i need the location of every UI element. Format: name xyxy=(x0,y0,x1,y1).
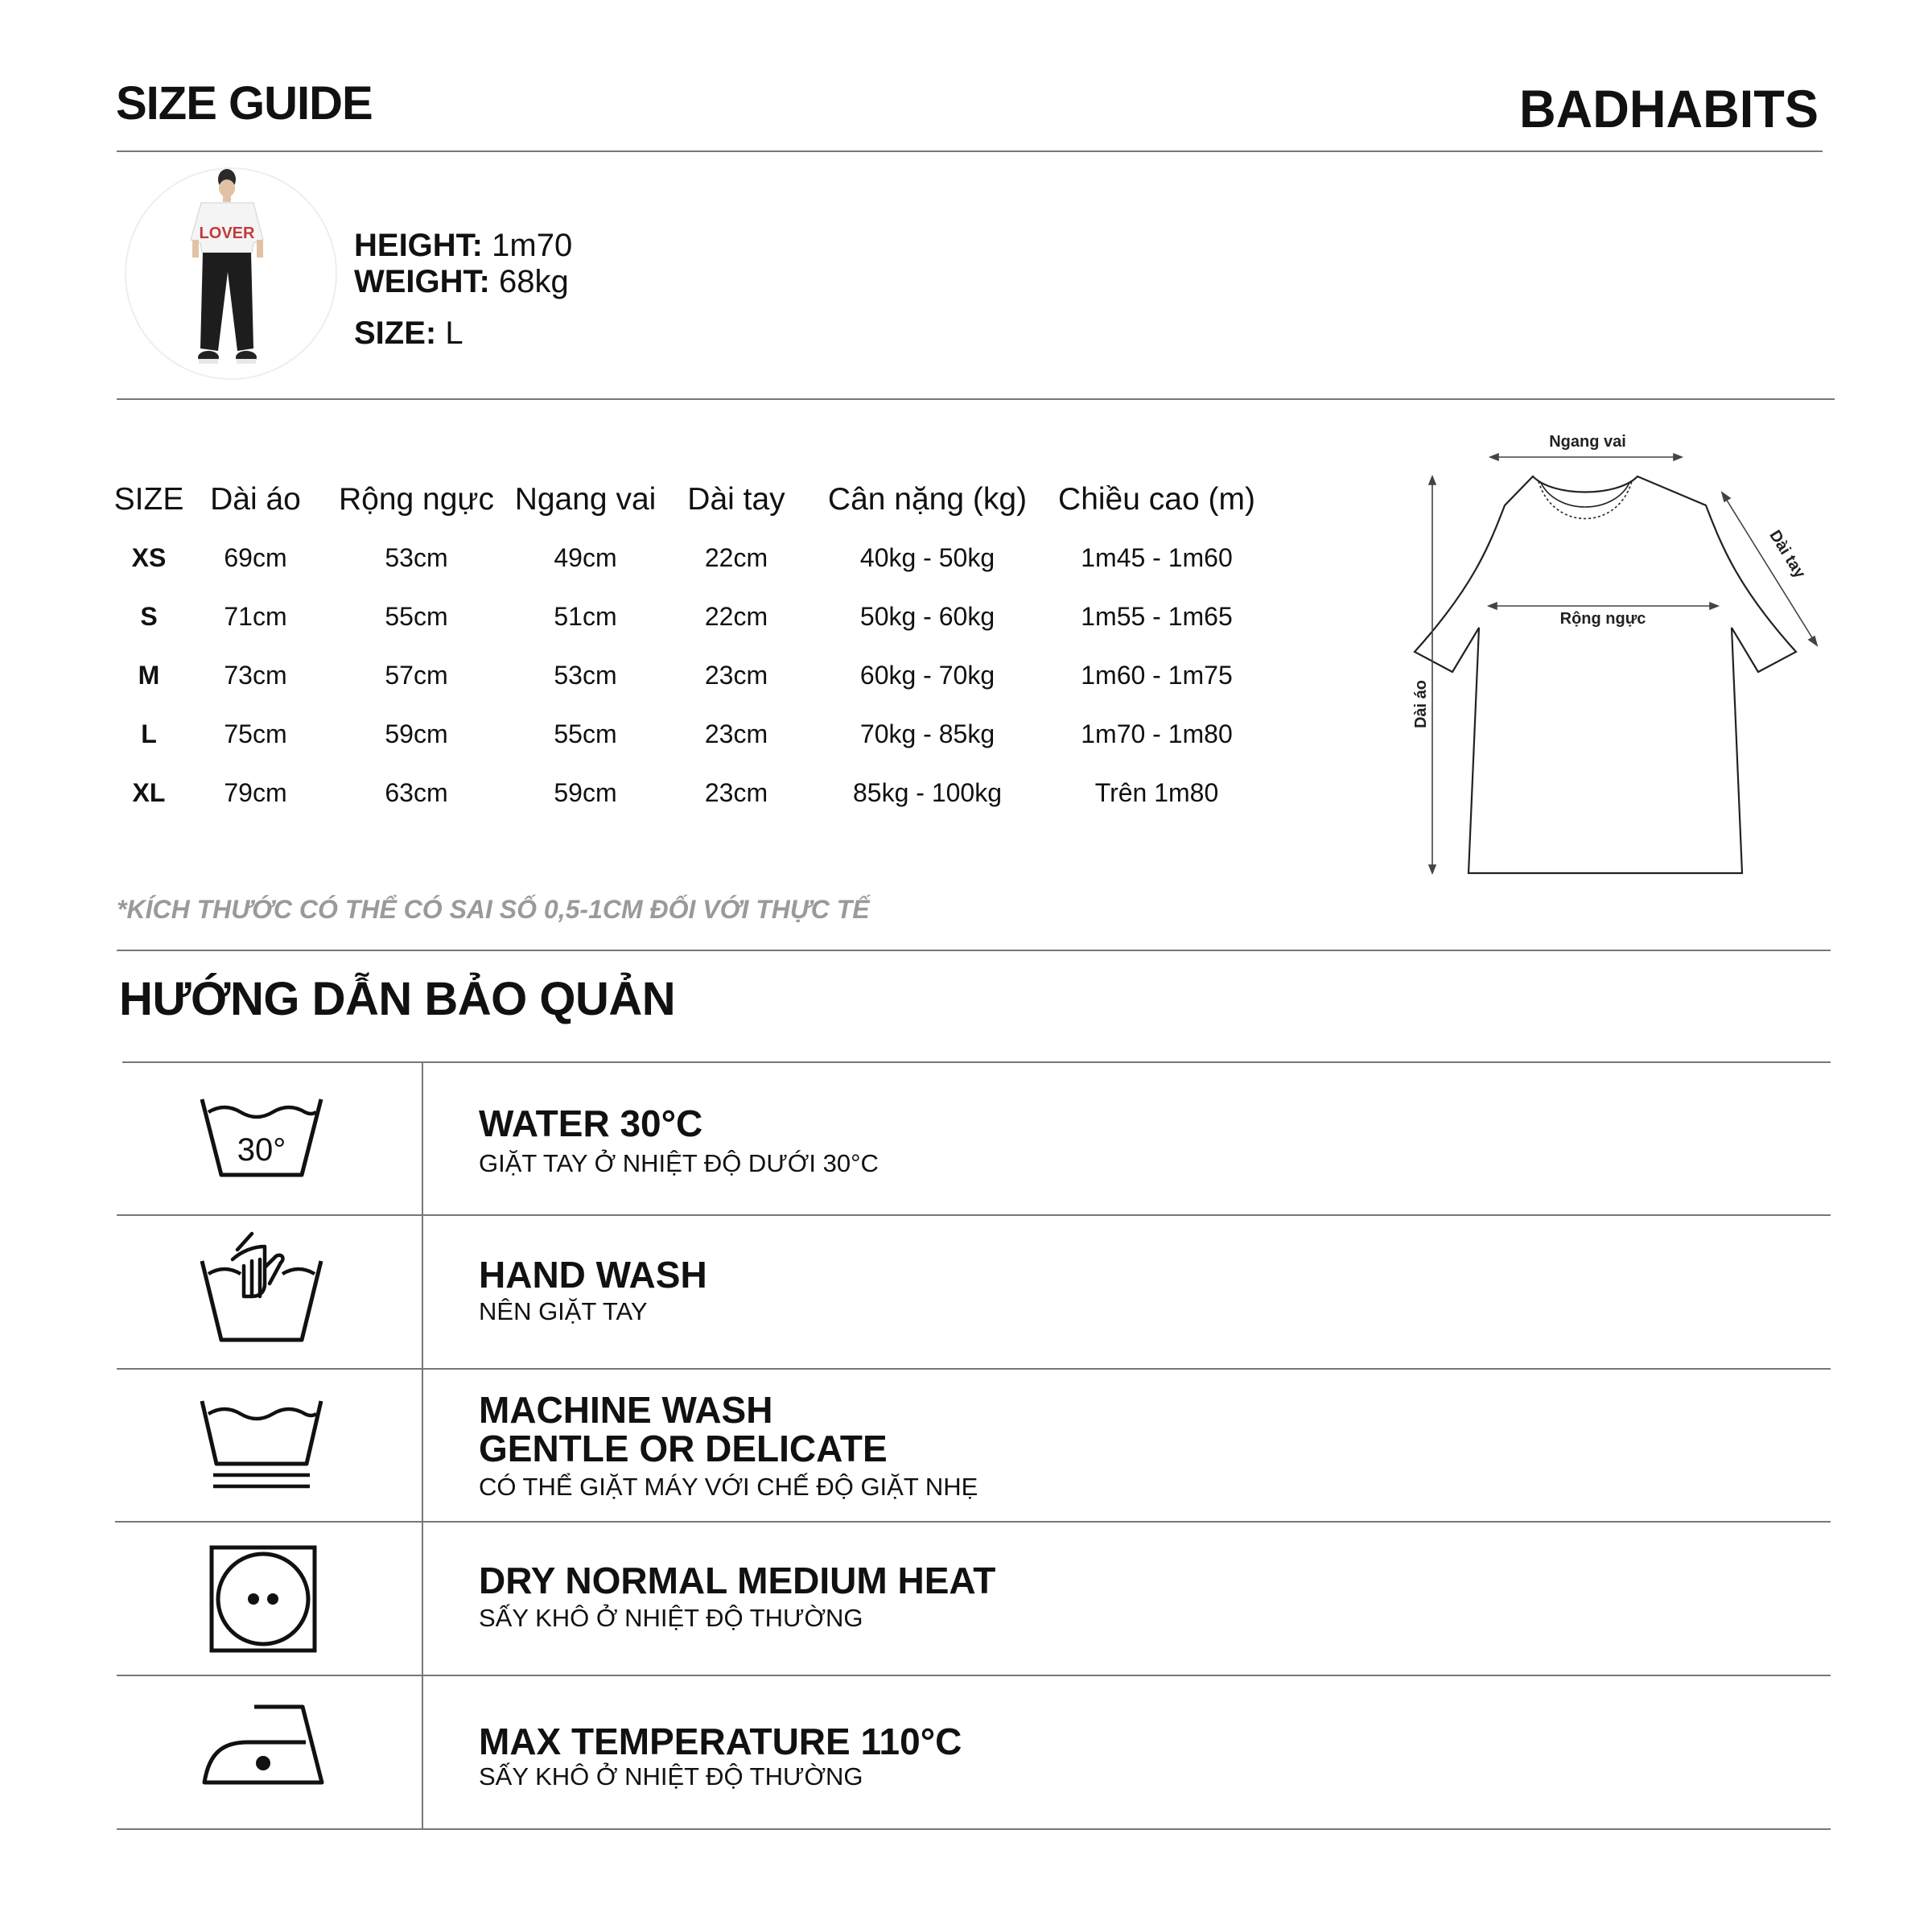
table-cell: 59cm xyxy=(554,778,617,807)
table-cell: M xyxy=(138,661,160,690)
table-row xyxy=(113,587,1267,646)
care-title-machine-wash: MACHINE WASH GENTLE OR DELICATE xyxy=(479,1389,888,1469)
col-header: Cân nặng (kg) xyxy=(827,482,1028,517)
hand-wash-icon xyxy=(197,1227,326,1344)
care-divider xyxy=(117,1368,1831,1370)
table-cell: 55cm xyxy=(385,602,448,631)
weight-label: WEIGHT: xyxy=(354,264,490,299)
height-value: 1m70 xyxy=(492,228,573,263)
care-divider xyxy=(117,1675,1831,1676)
header-divider xyxy=(117,150,1823,152)
care-desc-dry: SẤY KHÔ Ở NHIỆT ĐỘ THƯỜNG xyxy=(479,1604,863,1632)
iron-low-icon xyxy=(200,1702,328,1786)
model-size xyxy=(354,315,463,352)
model-weight xyxy=(354,264,569,300)
size-table-header xyxy=(113,471,1267,529)
model-height xyxy=(354,228,572,264)
measure-lines xyxy=(1429,454,1817,873)
table-row xyxy=(113,764,1267,822)
tshirt-measurement-diagram xyxy=(1392,418,1827,885)
care-desc-hand-wash: NÊN GIẶT TAY xyxy=(479,1297,648,1325)
page-title: SIZE GUIDE xyxy=(116,77,373,130)
size-table xyxy=(113,471,1267,822)
care-column-divider xyxy=(422,1061,423,1829)
weight-value: 68kg xyxy=(499,264,569,299)
table-row xyxy=(113,529,1267,587)
diagram-chest-label: Rộng ngực xyxy=(1559,610,1646,628)
shirt-print: LOVER xyxy=(199,225,255,242)
table-cell: 69cm xyxy=(224,543,287,572)
table-cell: 73cm xyxy=(224,661,287,690)
table-cell: XL xyxy=(132,778,166,807)
table-row xyxy=(113,646,1267,705)
table-cell: 85kg - 100kg xyxy=(852,778,1002,807)
table-cell: 53cm xyxy=(554,661,617,690)
table-cell: 55cm xyxy=(554,719,617,748)
care-section-title: HƯỚNG DẪN BẢO QUẢN xyxy=(119,973,676,1025)
table-cell: 40kg - 50kg xyxy=(859,543,995,572)
table-cell: 49cm xyxy=(554,543,617,572)
gentle-wash-icon xyxy=(197,1396,326,1493)
care-divider xyxy=(117,1828,1831,1830)
diagram-shoulder-label: Ngang vai xyxy=(1549,433,1626,451)
wash-30-icon xyxy=(197,1094,326,1179)
table-cell: 23cm xyxy=(704,661,768,690)
note-divider xyxy=(117,950,1831,951)
care-title-hand-wash: HAND WASH xyxy=(479,1254,707,1296)
care-desc-machine-wash: CÓ THỂ GIẶT MÁY VỚI CHẾ ĐỘ GIẶT NHẸ xyxy=(479,1473,978,1501)
size-value: L xyxy=(445,315,463,351)
col-header: SIZE xyxy=(113,482,184,517)
height-label: HEIGHT: xyxy=(354,228,483,263)
table-cell: 1m55 - 1m65 xyxy=(1081,602,1233,631)
col-header: Dài áo xyxy=(210,482,301,517)
table-cell: L xyxy=(141,719,157,748)
table-cell: 57cm xyxy=(385,661,448,690)
table-cell: 60kg - 70kg xyxy=(859,661,995,690)
model-photo xyxy=(125,167,338,381)
brand-text: BADHABITS xyxy=(1519,80,1819,137)
table-cell: S xyxy=(140,602,158,631)
care-divider xyxy=(115,1521,1831,1523)
table-cell: 22cm xyxy=(704,543,768,572)
model-divider xyxy=(117,398,1835,400)
care-title-dry: DRY NORMAL MEDIUM HEAT xyxy=(479,1560,996,1601)
care-title-water: WATER 30°C xyxy=(479,1102,703,1144)
table-cell: 70kg - 85kg xyxy=(859,719,995,748)
table-cell: 1m60 - 1m75 xyxy=(1081,661,1233,690)
care-desc-water: GIẶT TAY Ở NHIỆT ĐỘ DƯỚI 30°C xyxy=(479,1149,879,1177)
table-cell: 63cm xyxy=(385,778,448,807)
col-header: Dài tay xyxy=(687,482,785,517)
care-desc-iron: SẤY KHÔ Ở NHIỆT ĐỘ THƯỜNG xyxy=(479,1762,863,1791)
table-cell: 59cm xyxy=(385,719,448,748)
tumble-dry-medium-icon xyxy=(209,1545,317,1653)
table-cell: 50kg - 60kg xyxy=(859,602,995,631)
size-label: SIZE: xyxy=(354,315,437,351)
diagram-length-label: Dài áo xyxy=(1412,679,1430,729)
table-cell: XS xyxy=(131,543,167,572)
table-cell: 53cm xyxy=(385,543,448,572)
col-header: Chiều cao (m) xyxy=(1058,482,1255,517)
care-divider xyxy=(122,1061,1831,1063)
col-header: Rộng ngực xyxy=(338,482,495,517)
care-title-iron: MAX TEMPERATURE 110°C xyxy=(479,1720,962,1762)
brand-logo xyxy=(1519,80,1821,137)
tshirt-outline xyxy=(1415,476,1796,873)
wash-temp-label: 30° xyxy=(237,1132,286,1168)
col-header: Ngang vai xyxy=(514,482,657,517)
table-cell: 1m70 - 1m80 xyxy=(1081,719,1233,748)
care-divider xyxy=(117,1214,1831,1216)
diagram-sleeve-label: Dài tay xyxy=(1765,527,1809,582)
table-cell: 23cm xyxy=(704,778,768,807)
table-cell: Trên 1m80 xyxy=(1094,778,1219,807)
table-cell: 22cm xyxy=(704,602,768,631)
table-cell: 79cm xyxy=(224,778,287,807)
table-cell: 1m45 - 1m60 xyxy=(1081,543,1233,572)
tolerance-note: *KÍCH THƯỚC CÓ THỂ CÓ SAI SỐ 0,5-1CM ĐỐI VỚI THỰC TẾ xyxy=(117,895,870,924)
table-cell: 71cm xyxy=(224,602,287,631)
table-cell: 23cm xyxy=(704,719,768,748)
table-row xyxy=(113,705,1267,764)
table-cell: 75cm xyxy=(224,719,287,748)
table-cell: 51cm xyxy=(554,602,617,631)
